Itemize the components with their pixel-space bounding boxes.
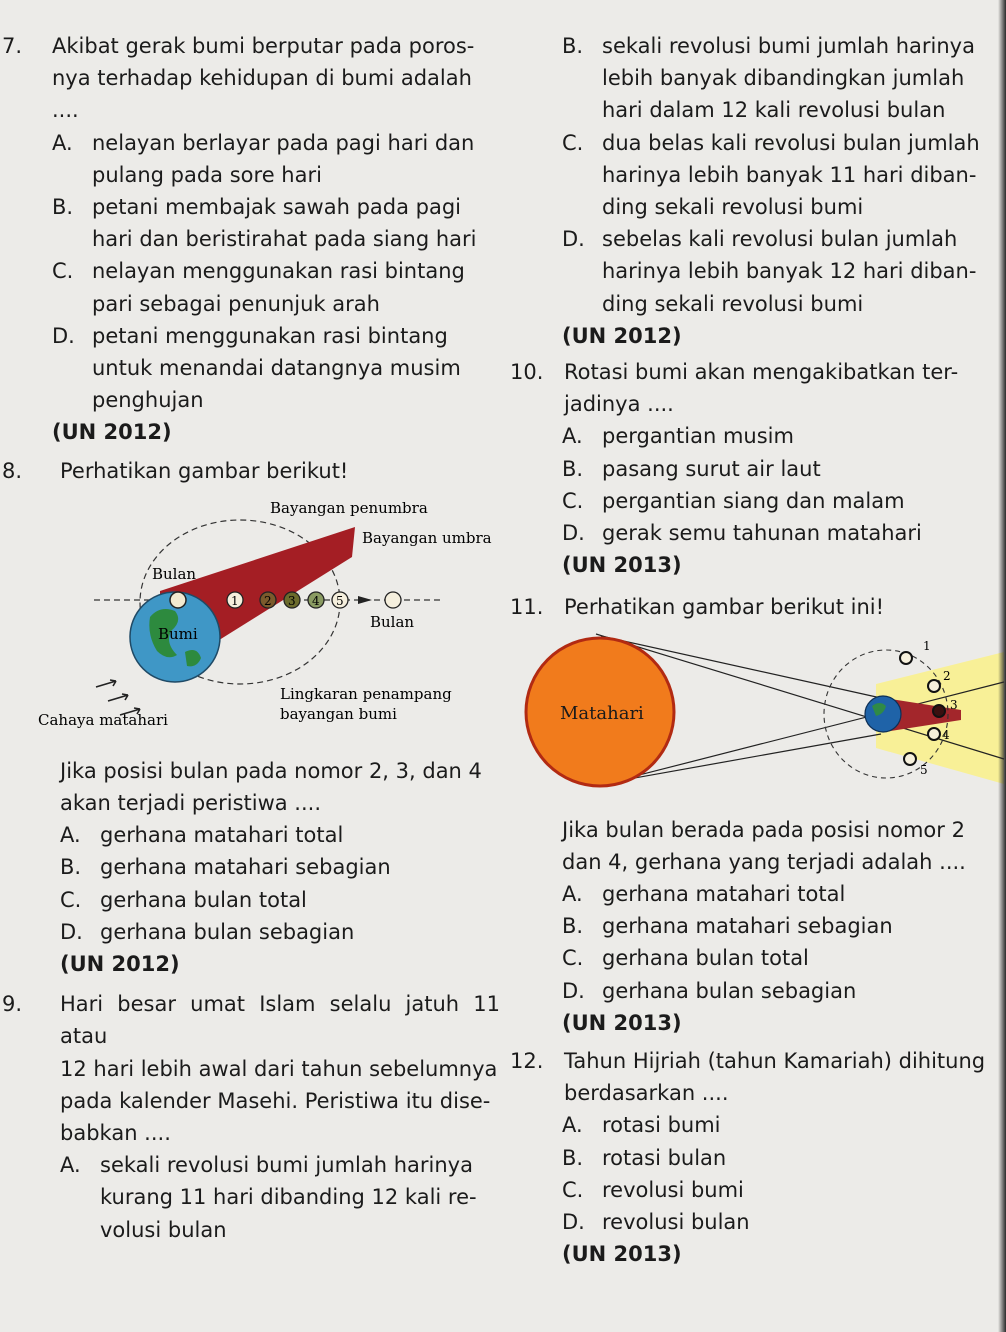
arrow-left-icon bbox=[358, 596, 372, 604]
question-10-stem: 10. Rotasi bumi akan mengakibatkan ter- jadinya .... bbox=[508, 356, 1006, 420]
sunray-arrow-icon bbox=[108, 694, 128, 701]
sun-earth-moon-diagram bbox=[506, 624, 1006, 814]
option-d[interactable]: D. gerhana bulan sebagian bbox=[60, 919, 355, 944]
right-column bbox=[508, 30, 1006, 1271]
option-d[interactable]: D. sebelas kali revolusi bulan jumlah harinya lebih banyak 12 hari diban- ding sekali revolusi bumi bbox=[562, 227, 977, 316]
source-label: (UN 2013) bbox=[562, 1010, 682, 1035]
option-c[interactable]: C. pergantian siang dan malam bbox=[562, 488, 905, 513]
stem-line: Akibat gerak bumi berputar pada poros- bbox=[52, 34, 475, 58]
option-a[interactable]: A. gerhana matahari total bbox=[562, 882, 846, 907]
label-bulan-top: Bulan bbox=[152, 564, 197, 583]
svg-text:5: 5 bbox=[336, 593, 344, 608]
eclipse-diagram bbox=[0, 487, 500, 755]
label-lingkaran-1: Lingkaran penampang bbox=[280, 684, 452, 703]
option-b[interactable]: B. petani membajak sawah pada pagi hari dan beristirahat pada siang hari bbox=[52, 195, 477, 252]
lunar-eclipse-figure bbox=[0, 487, 500, 755]
option-c[interactable]: C. dua belas kali revolusi bulan jumlah harinya lebih banyak 11 hari diban- ding sekali revolusi bumi bbox=[562, 130, 980, 220]
moon-position-5 bbox=[904, 753, 916, 765]
moon-position-3 bbox=[933, 705, 945, 717]
options-list bbox=[508, 1109, 1006, 1238]
question-8-stem: 8. Perhatikan gambar berikut! bbox=[0, 455, 500, 487]
option-a[interactable]: A. sekali revolusi bumi jumlah harinya kurang 11 hari dibanding 12 kali re- volusi bulan bbox=[60, 1153, 477, 1242]
option-a[interactable]: A. nelayan berlayar pada pagi hari dan pulang pada sore hari bbox=[52, 130, 475, 187]
svg-text:1: 1 bbox=[231, 593, 239, 608]
label-lingkaran-2: bayangan bumi bbox=[280, 704, 397, 723]
option-d[interactable]: D. gerak semu tahunan matahari bbox=[562, 521, 922, 546]
option-d[interactable]: D. revolusi bulan bbox=[562, 1210, 750, 1235]
moon-position-2 bbox=[928, 680, 940, 692]
svg-text:3: 3 bbox=[288, 593, 296, 608]
earth-icon bbox=[865, 696, 901, 732]
stem-line: nya terhadap kehidupan di bumi adalah bbox=[52, 66, 472, 91]
moon-right-icon bbox=[385, 592, 401, 608]
svg-text:2: 2 bbox=[943, 668, 951, 683]
options-list bbox=[0, 819, 500, 948]
source-label: (UN 2013) bbox=[562, 553, 682, 578]
question-11-stem: 11. Perhatikan gambar berikut ini! bbox=[508, 591, 1006, 623]
question-number: 8. bbox=[2, 458, 23, 483]
source-label: (UN 2012) bbox=[562, 323, 682, 348]
question-number: 7. bbox=[2, 34, 23, 58]
option-b[interactable]: B. pasang surut air laut bbox=[562, 456, 821, 481]
label-penumbra: Bayangan penumbra bbox=[270, 498, 428, 517]
question-12 bbox=[508, 1045, 1006, 1270]
option-b[interactable]: B. gerhana matahari sebagian bbox=[60, 855, 391, 880]
question-7-stem bbox=[0, 30, 500, 127]
label-umbra: Bayangan umbra bbox=[362, 528, 492, 547]
label-matahari: Matahari bbox=[560, 702, 644, 724]
moon-position-1 bbox=[900, 652, 912, 664]
option-b[interactable]: B. gerhana matahari sebagian bbox=[562, 914, 893, 939]
question-10 bbox=[508, 356, 1006, 581]
stem-line: .... bbox=[52, 98, 79, 123]
option-c[interactable]: C. nelayan menggunakan rasi bintang pari sebagai penunjuk arah bbox=[52, 259, 465, 316]
svg-text:4: 4 bbox=[312, 593, 320, 608]
svg-text:1: 1 bbox=[923, 638, 931, 653]
svg-text:5: 5 bbox=[920, 762, 928, 777]
option-b[interactable]: B. rotasi bulan bbox=[562, 1145, 727, 1170]
source-label: (UN 2013) bbox=[562, 1242, 682, 1267]
source-label: (UN 2012) bbox=[60, 952, 180, 977]
question-number: 9. bbox=[2, 992, 23, 1017]
options-list bbox=[508, 878, 1006, 1007]
question-8: 8. Perhatikan gambar berikut! Bayangan penumbra Bayangan umbra Bulan Bumi 1 2 3 4 5 Bulan Cahaya matahari Lingkaran penampang bayangan bumi Jika posisi bulan pada nomor 2, 3, dan 4 akan terjadi peristiwa .... A. gerhana matahari total B. gerhana matahari sebagian C. gerhana bulan total D. gerhana bulan sebagian (UN 2012) bbox=[0, 455, 500, 981]
question-7 bbox=[0, 30, 500, 449]
eclipse-figure-2 bbox=[506, 624, 1006, 814]
moon-position-4 bbox=[928, 728, 940, 740]
option-d[interactable]: D. petani menggunakan rasi bintang untuk menandai datangnya musim penghujan bbox=[52, 323, 461, 413]
question-number: 11. bbox=[510, 595, 544, 620]
question-11-after: Jika bulan berada pada posisi nomor 2 dan 4, gerhana yang terjadi adalah .... bbox=[562, 817, 966, 874]
options-list bbox=[0, 1149, 500, 1246]
label-bumi: Bumi bbox=[158, 624, 198, 643]
question-11 bbox=[508, 591, 1006, 1039]
question-8-after: Jika posisi bulan pada nomor 2, 3, dan 4 bbox=[60, 758, 482, 783]
option-c[interactable]: C. revolusi bumi bbox=[562, 1177, 744, 1202]
moon-icon bbox=[170, 592, 186, 608]
label-bulan-right: Bulan bbox=[370, 612, 415, 631]
option-a[interactable]: A. rotasi bumi bbox=[562, 1113, 721, 1138]
option-c[interactable]: C. gerhana bulan total bbox=[562, 946, 809, 971]
svg-text:4: 4 bbox=[942, 727, 950, 742]
page-edge-shadow bbox=[998, 0, 1006, 1332]
question-9-options-continued bbox=[508, 30, 1006, 352]
question-12-stem: 12. Tahun Hijriah (tahun Kamariah) dihitung berdasarkan .... bbox=[508, 1045, 1006, 1109]
source-label: (UN 2012) bbox=[52, 420, 172, 445]
svg-text:2: 2 bbox=[264, 593, 272, 608]
label-cahaya: Cahaya matahari bbox=[38, 710, 168, 729]
left-column bbox=[0, 30, 500, 1246]
option-d[interactable]: D. gerhana bulan sebagian bbox=[562, 978, 857, 1003]
svg-text:3: 3 bbox=[950, 697, 958, 712]
sunray-arrow-icon bbox=[96, 680, 116, 687]
option-a[interactable]: A. pergantian musim bbox=[562, 424, 794, 449]
option-a[interactable]: A. gerhana matahari total bbox=[60, 823, 344, 848]
question-number: 12. bbox=[510, 1049, 544, 1074]
question-9-stem: 9. Hari besar umat Islam selalu jatuh 11 atau 12 hari lebih awal dari tahun sebelumnya pada kalender Masehi. Peristiwa itu dise- babkan .... bbox=[0, 988, 500, 1149]
question-number: 10. bbox=[510, 360, 544, 385]
question-9 bbox=[0, 988, 500, 1246]
option-c[interactable]: C. gerhana bulan total bbox=[60, 887, 307, 912]
options-list bbox=[508, 420, 1006, 549]
option-b[interactable]: B. sekali revolusi bumi jumlah harinya lebih banyak dibandingkan jumlah hari dalam 12 kali revolusi bulan bbox=[562, 34, 975, 123]
options-list bbox=[0, 127, 500, 417]
